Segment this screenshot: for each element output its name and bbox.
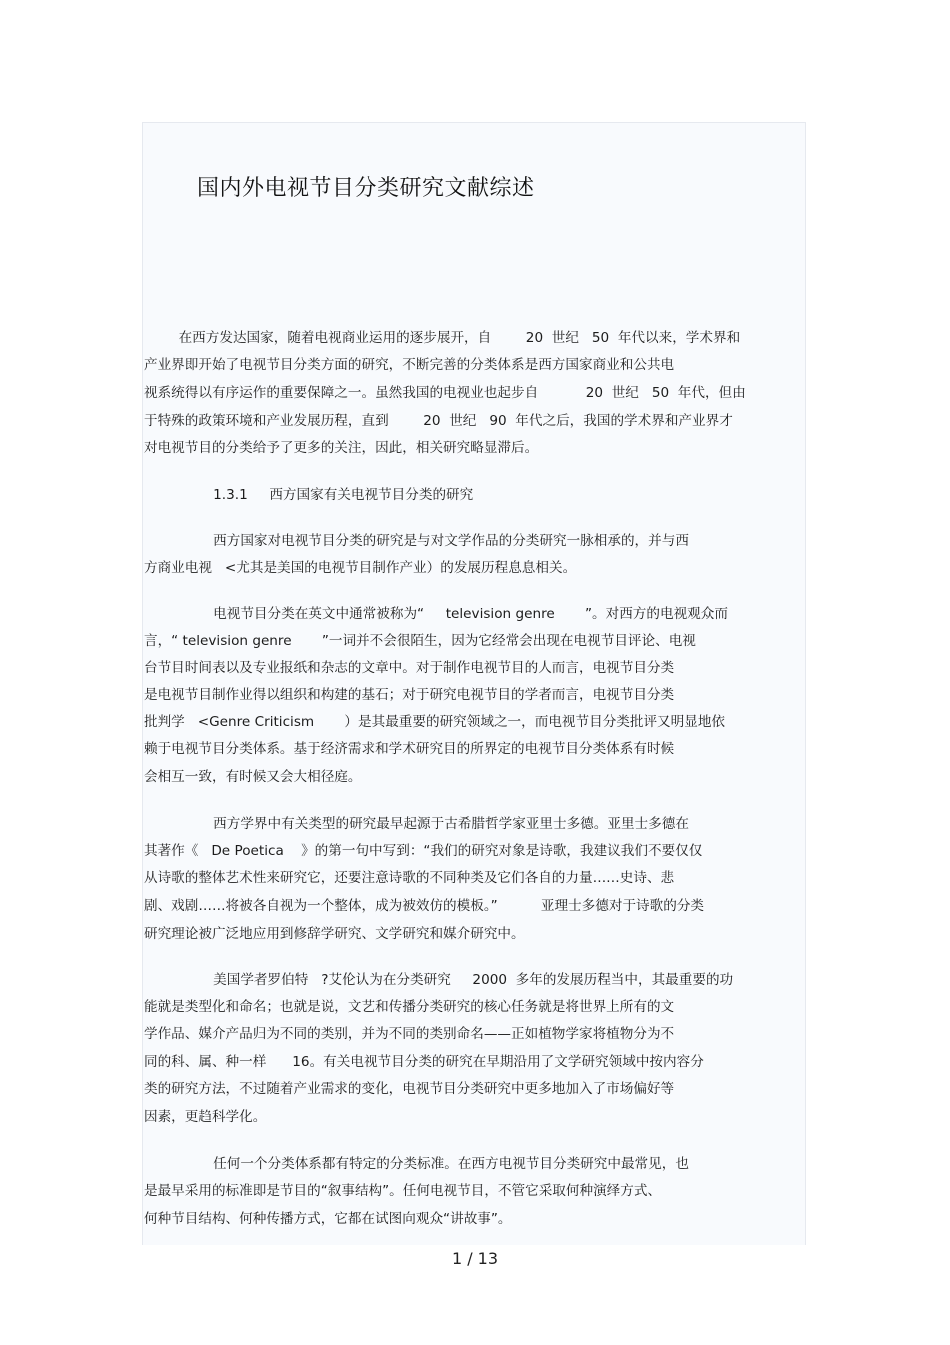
- text-line: 1.3.1 西方国家有关电视节目分类的研究: [144, 487, 474, 503]
- text-line: 类的研究方法，不过随着产业需求的变化，电视节目分类研究中更多地加入了市场偏好等: [144, 1081, 675, 1097]
- text-line: 何种节目结构、何种传播方式，它都在试图向观众“讲故事”。: [144, 1211, 512, 1227]
- text-line: 从诗歌的整体艺术性来研究它，还要注意诗歌的不同种类及它们各自的力量……史诗、悲: [144, 870, 675, 886]
- text-line: 产业界即开始了电视节目分类方面的研究，不断完善的分类体系是西方国家商业和公共电: [144, 357, 675, 373]
- text-line: 是最早采用的标准即是节目的“叙事结构”。任何电视节目，不管它采取何种演绎方式、: [144, 1183, 662, 1199]
- text-line: 批判学 <Genre Criticism ）是其最重要的研究领域之一，而电视节目分类批评又明显地依: [144, 714, 726, 730]
- text-line: 言，“ television genre ”一词并不会很陌生，因为它经常会出现在电视节目评论、电视: [144, 633, 696, 649]
- text-line: 对电视节目的分类给予了更多的关注，因此，相关研究略显滞后。: [144, 440, 539, 456]
- text-line: 西方学界中有关类型的研究最早起源于古希腊哲学家亚里士多德。亚里士多德在: [144, 816, 689, 832]
- document-title: 国内外电视节目分类研究文献综述: [197, 176, 535, 201]
- text-line: 能就是类型化和命名；也就是说，文艺和传播分类研究的核心任务就是将世界上所有的文: [144, 999, 675, 1015]
- text-line: 美国学者罗伯特 ?艾伦认为在分类研究 2000 多年的发展历程当中，其最重要的功: [144, 972, 734, 988]
- text-line: 会相互一致，有时候又会大相径庭。: [144, 769, 362, 785]
- text-line: 于特殊的政策环境和产业发展历程，直到 20 世纪 90 年代之后，我国的学术界和产业界才: [144, 413, 733, 429]
- text-line: 赖于电视节目分类体系。基于经济需求和学术研究目的所界定的电视节目分类体系有时候: [144, 741, 675, 757]
- text-line: 学作品、媒介产品归为不同的类别，并为不同的类别命名——正如植物学家将植物分为不: [144, 1026, 675, 1042]
- text-line: 在西方发达国家，随着电视商业运用的逐步展开，自 20 世纪 50 年代以来，学术界和: [144, 330, 741, 346]
- text-line: 视系统得以有序运作的重要保障之一。虽然我国的电视业也起步自 20 世纪 50 年代，但由: [144, 385, 746, 401]
- text-line: 其著作《 De Poetica 》的第一句中写到：“我们的研究对象是诗歌，我建议我们不要仅仅: [144, 843, 703, 859]
- text-line: 方商业电视 <尤其是美国的电视节目制作产业）的发展历程息息相关。: [144, 560, 577, 576]
- text-line: 是电视节目制作业得以组织和构建的基石；对于研究电视节目的学者而言，电视节目分类: [144, 687, 675, 703]
- text-line: 台节目时间表以及专业报纸和杂志的文章中。对于制作电视节目的人而言，电视节目分类: [144, 660, 675, 676]
- text-line: 任何一个分类体系都有特定的分类标准。在西方电视节目分类研究中最常见，也: [144, 1156, 689, 1172]
- text-line: 研究理论被广泛地应用到修辞学研究、文学研究和媒介研究中。: [144, 926, 525, 942]
- page-number: 1 / 13: [451, 1249, 499, 1268]
- text-line: 西方国家对电视节目分类的研究是与对文学作品的分类研究一脉相承的，并与西: [144, 533, 689, 549]
- text-line: 同的科、属、种一样 16。有关电视节目分类的研究在早期沿用了文学研究领域中按内容分: [144, 1054, 704, 1070]
- text-line: 电视节目分类在英文中通常被称为“ television genre ”。对西方的电视观众而: [144, 606, 728, 622]
- document-page: [142, 122, 806, 1245]
- text-line: 因素，更趋科学化。: [144, 1109, 267, 1125]
- text-line: 剧、戏剧……将被各自视为一个整体，成为被效仿的模板。” 亚理士多德对于诗歌的分类: [144, 898, 705, 914]
